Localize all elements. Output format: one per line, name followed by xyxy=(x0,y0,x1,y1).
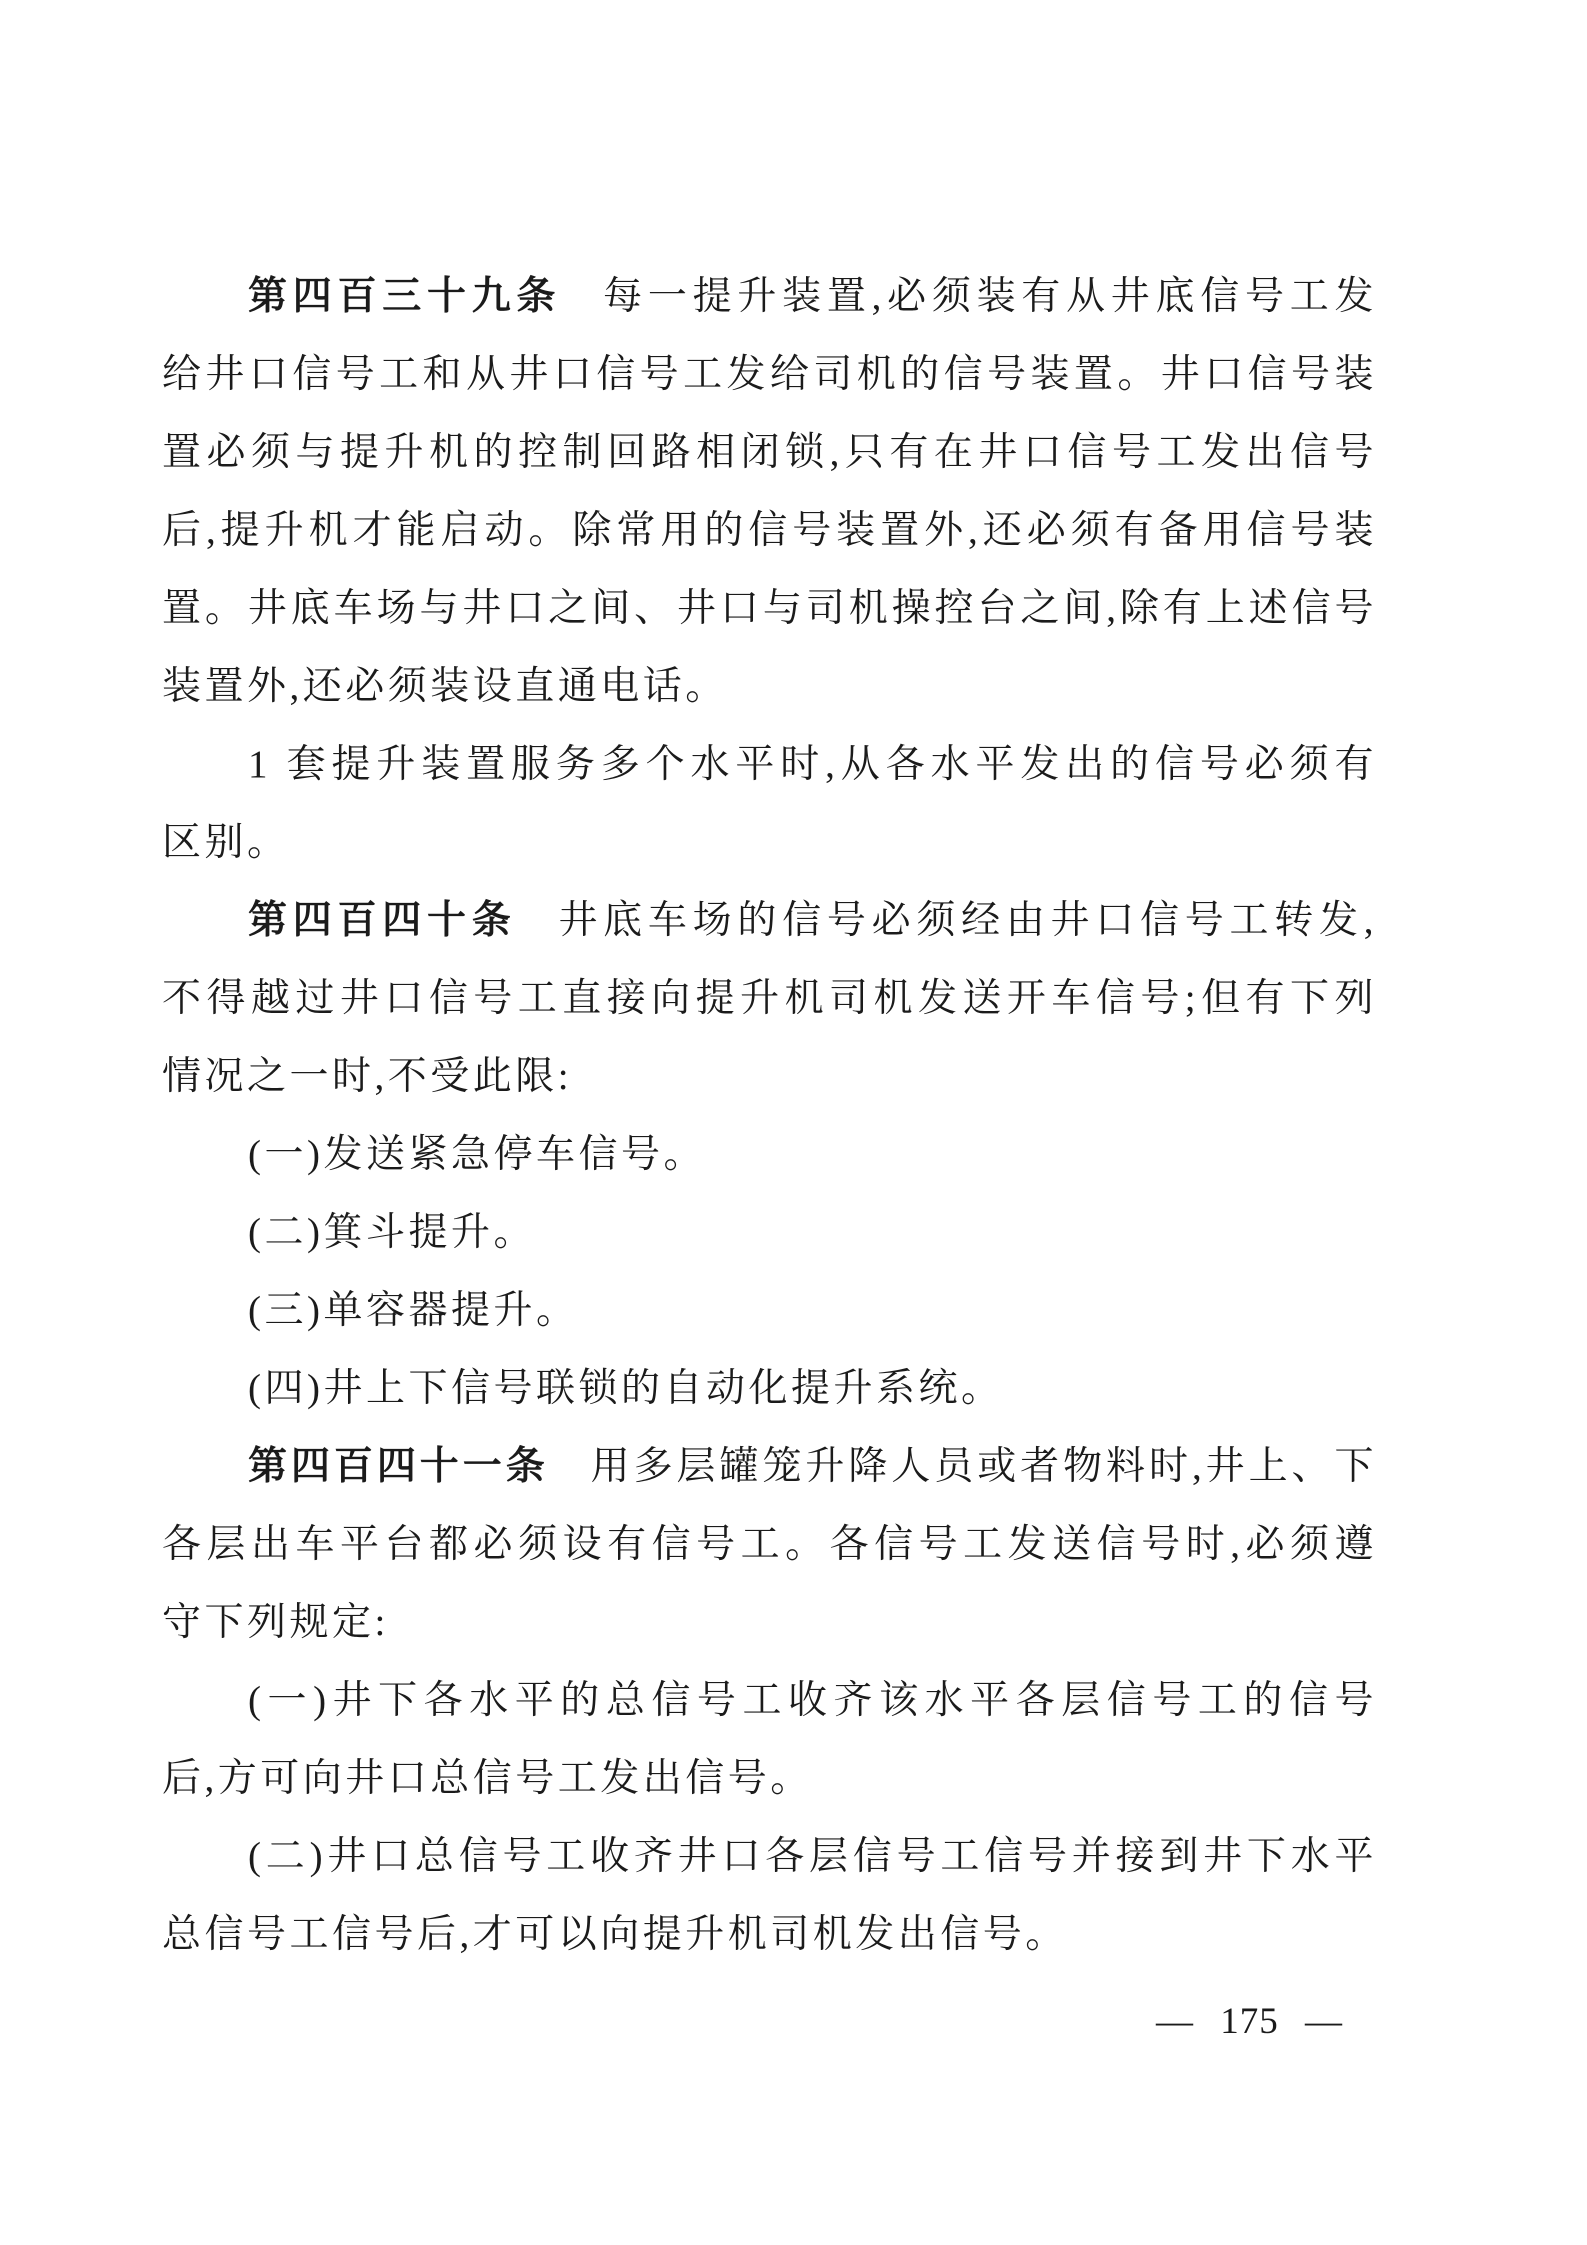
article-439-number: 第四百三十九条 xyxy=(248,275,562,318)
line-text: 守下列规定: xyxy=(162,1601,389,1644)
line-text: 置。井底车场与井口之间、井口与司机操控台之间,除有上述信号 xyxy=(162,587,1377,630)
list-item-4 xyxy=(162,1350,1377,1428)
line-text: 用多层罐笼升降人员或者物料时,井上、下 xyxy=(590,1445,1377,1488)
line-text: 1 套提升装置服务多个水平时,从各水平发出的信号必须有 xyxy=(248,743,1377,786)
list-item-2 xyxy=(162,1194,1377,1272)
line-text: 装置外,还必须装设直通电话。 xyxy=(162,665,728,708)
list-item-3 xyxy=(162,1272,1377,1350)
text-line xyxy=(162,726,1377,804)
line-text: (一)井下各水平的总信号工收齐该水平各层信号工的信号 xyxy=(248,1679,1377,1722)
text-line xyxy=(162,336,1377,414)
line-text: (一)发送紧急停车信号。 xyxy=(248,1133,706,1176)
line-text: 每一提升装置,必须装有从井底信号工发 xyxy=(603,275,1377,318)
article-440-number: 第四百四十条 xyxy=(248,899,517,942)
line-text: (二)井口总信号工收齐井口各层信号工信号并接到井下水平 xyxy=(248,1835,1377,1878)
page-number: — 175 — xyxy=(1156,2001,1343,2042)
text-line xyxy=(162,1740,1377,1818)
line-text: 井底车场的信号必须经由井口信号工转发, xyxy=(558,899,1377,942)
text-line xyxy=(162,492,1377,570)
line-text: 给井口信号工和从井口信号工发给司机的信号装置。井口信号装 xyxy=(162,353,1377,396)
line-text: 总信号工信号后,才可以向提升机司机发出信号。 xyxy=(162,1913,1068,1956)
list-item-1b xyxy=(162,1662,1377,1740)
line-text: 后,提升机才能启动。除常用的信号装置外,还必须有备用信号装 xyxy=(162,509,1377,552)
text-line-article-439-start xyxy=(162,258,1377,336)
text-line-article-441-start xyxy=(162,1428,1377,1506)
text-line xyxy=(162,960,1377,1038)
line-text: 情况之一时,不受此限: xyxy=(162,1055,573,1098)
article-441-number: 第四百四十一条 xyxy=(248,1445,549,1488)
list-item-1 xyxy=(162,1116,1377,1194)
line-text: 后,方可向井口总信号工发出信号。 xyxy=(162,1757,813,1800)
line-text: 不得越过井口信号工直接向提升机司机发送开车信号;但有下列 xyxy=(162,977,1377,1020)
text-line xyxy=(162,648,1377,726)
list-item-2b xyxy=(162,1818,1377,1896)
text-line-article-440-start xyxy=(162,882,1377,960)
line-text: 各层出车平台都必须设有信号工。各信号工发送信号时,必须遵 xyxy=(162,1523,1377,1566)
line-text: (三)单容器提升。 xyxy=(248,1289,579,1332)
text-line xyxy=(162,414,1377,492)
document-text-block xyxy=(162,258,1377,1974)
text-line xyxy=(162,1038,1377,1116)
text-line xyxy=(162,1506,1377,1584)
line-text: 区别。 xyxy=(162,821,290,864)
line-text: 置必须与提升机的控制回路相闭锁,只有在井口信号工发出信号 xyxy=(162,431,1377,474)
text-line xyxy=(162,1584,1377,1662)
text-line xyxy=(162,570,1377,648)
text-line xyxy=(162,1896,1377,1974)
line-text: (四)井上下信号联锁的自动化提升系统。 xyxy=(248,1367,1004,1410)
line-text: (二)箕斗提升。 xyxy=(248,1211,536,1254)
text-line xyxy=(162,804,1377,882)
